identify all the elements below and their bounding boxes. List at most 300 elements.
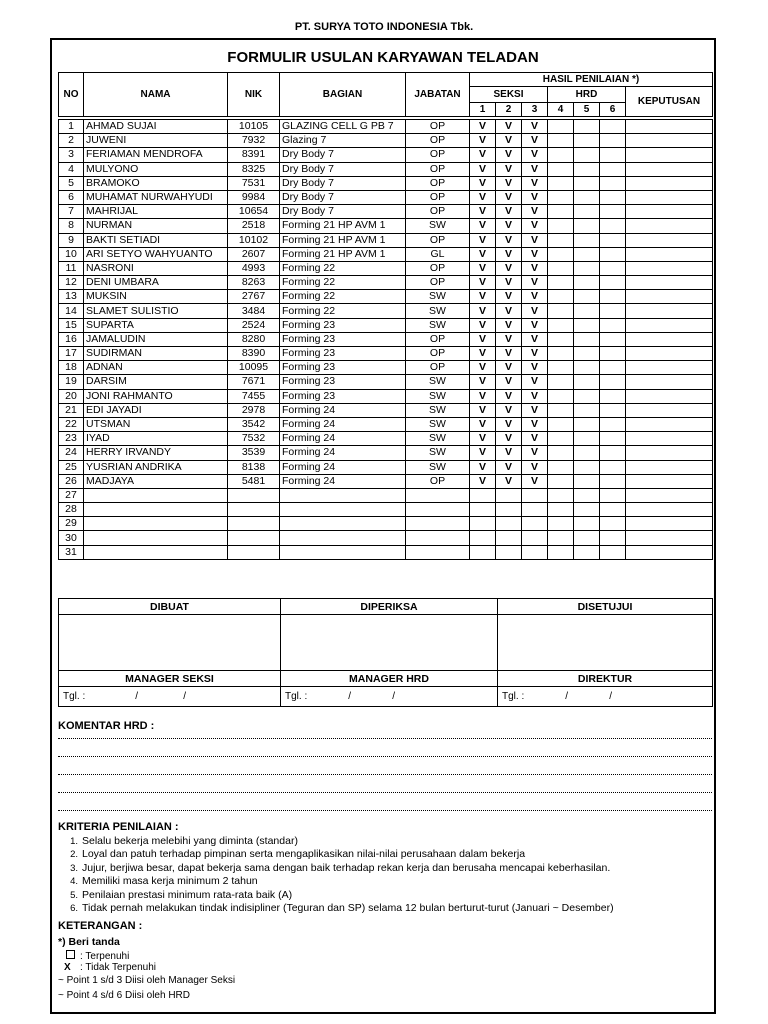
score-seksi-2[interactable]: V	[496, 176, 522, 190]
row-nik: 7671	[228, 375, 280, 389]
score-seksi-3[interactable]: V	[522, 361, 548, 375]
keputusan-cell[interactable]	[626, 290, 713, 304]
keputusan-cell[interactable]	[626, 417, 713, 431]
score-hrd-4[interactable]	[548, 162, 574, 176]
score-hrd-4[interactable]	[548, 276, 574, 290]
row-no: 31	[59, 545, 84, 559]
score-seksi-1[interactable]	[470, 531, 496, 545]
table-row	[59, 417, 713, 431]
score-hrd-5[interactable]	[574, 190, 600, 204]
comment-line[interactable]	[58, 810, 712, 811]
score-hrd-6[interactable]	[600, 148, 626, 162]
score-seksi-2[interactable]: V	[496, 332, 522, 346]
score-hrd-4[interactable]	[548, 446, 574, 460]
keputusan-cell[interactable]	[626, 162, 713, 176]
score-hrd-4[interactable]	[548, 474, 574, 488]
score-hrd-6[interactable]	[600, 517, 626, 531]
score-hrd-5[interactable]	[574, 347, 600, 361]
score-hrd-4[interactable]	[548, 545, 574, 559]
score-seksi-1[interactable]: V	[470, 446, 496, 460]
score-seksi-2[interactable]: V	[496, 417, 522, 431]
score-hrd-6[interactable]	[600, 446, 626, 460]
score-hrd-5[interactable]	[574, 304, 600, 318]
score-hrd-6[interactable]	[600, 247, 626, 261]
score-hrd-5[interactable]	[574, 233, 600, 247]
score-hrd-6[interactable]	[600, 134, 626, 148]
row-nik	[228, 531, 280, 545]
score-hrd-5[interactable]	[574, 375, 600, 389]
score-seksi-3[interactable]: V	[522, 304, 548, 318]
row-jabatan: OP	[406, 148, 470, 162]
row-no: 1	[59, 120, 84, 134]
sign-box-dibuat[interactable]	[59, 615, 281, 671]
score-seksi-1[interactable]: V	[470, 247, 496, 261]
score-seksi-3[interactable]: V	[522, 389, 548, 403]
keputusan-cell[interactable]	[626, 347, 713, 361]
row-jabatan: SW	[406, 446, 470, 460]
score-seksi-3[interactable]: V	[522, 375, 548, 389]
score-hrd-4[interactable]	[548, 531, 574, 545]
keputusan-cell[interactable]	[626, 332, 713, 346]
score-seksi-1[interactable]	[470, 488, 496, 502]
score-hrd-6[interactable]	[600, 347, 626, 361]
score-hrd-6[interactable]	[600, 432, 626, 446]
header-keputusan: KEPUTUSAN	[626, 87, 713, 117]
score-hrd-4[interactable]	[548, 460, 574, 474]
score-seksi-3[interactable]: V	[522, 318, 548, 332]
score-seksi-3[interactable]: V	[522, 276, 548, 290]
comment-line[interactable]	[58, 792, 712, 793]
score-seksi-1[interactable]: V	[470, 261, 496, 275]
score-seksi-2[interactable]: V	[496, 190, 522, 204]
score-seksi-3[interactable]: V	[522, 162, 548, 176]
score-seksi-3[interactable]: V	[522, 148, 548, 162]
score-hrd-6[interactable]	[600, 318, 626, 332]
row-nama: SLAMET SULISTIO	[84, 304, 228, 318]
score-seksi-1[interactable]: V	[470, 474, 496, 488]
score-seksi-3[interactable]: V	[522, 403, 548, 417]
row-no: 27	[59, 488, 84, 502]
score-seksi-3[interactable]: V	[522, 460, 548, 474]
score-hrd-4[interactable]	[548, 417, 574, 431]
score-hrd-4[interactable]	[548, 403, 574, 417]
score-hrd-4[interactable]	[548, 488, 574, 502]
sign-box-diperiksa[interactable]	[281, 615, 498, 671]
row-nik: 8325	[228, 162, 280, 176]
score-seksi-3[interactable]: V	[522, 120, 548, 134]
row-bagian: Forming 24	[280, 432, 406, 446]
row-nama: DARSIM	[84, 375, 228, 389]
score-seksi-1[interactable]: V	[470, 190, 496, 204]
row-bagian	[280, 517, 406, 531]
keputusan-cell[interactable]	[626, 233, 713, 247]
score-hrd-5[interactable]	[574, 403, 600, 417]
komentar-hrd-label: KOMENTAR HRD :	[58, 720, 155, 732]
score-seksi-1[interactable]	[470, 503, 496, 517]
score-seksi-2[interactable]: V	[496, 148, 522, 162]
keputusan-cell[interactable]	[626, 190, 713, 204]
keputusan-cell[interactable]	[626, 120, 713, 134]
row-nama: MAHRIJAL	[84, 205, 228, 219]
score-hrd-6[interactable]	[600, 545, 626, 559]
row-nama: UTSMAN	[84, 417, 228, 431]
row-no: 2	[59, 134, 84, 148]
legend-terpenuhi: : Terpenuhi	[64, 950, 129, 962]
score-seksi-3[interactable]: V	[522, 261, 548, 275]
score-seksi-2[interactable]: V	[496, 205, 522, 219]
score-seksi-2[interactable]: V	[496, 276, 522, 290]
row-nik	[228, 488, 280, 502]
keputusan-cell[interactable]	[626, 361, 713, 375]
score-seksi-2[interactable]: V	[496, 219, 522, 233]
score-hrd-6[interactable]	[600, 361, 626, 375]
score-hrd-5[interactable]	[574, 517, 600, 531]
score-seksi-3[interactable]: V	[522, 347, 548, 361]
score-seksi-1[interactable]: V	[470, 417, 496, 431]
score-hrd-5[interactable]	[574, 389, 600, 403]
score-hrd-6[interactable]	[600, 332, 626, 346]
score-hrd-5[interactable]	[574, 488, 600, 502]
score-hrd-6[interactable]	[600, 162, 626, 176]
row-jabatan: SW	[406, 219, 470, 233]
score-hrd-4[interactable]	[548, 134, 574, 148]
score-seksi-2[interactable]: V	[496, 403, 522, 417]
score-hrd-4[interactable]	[548, 361, 574, 375]
row-jabatan: OP	[406, 332, 470, 346]
score-seksi-3[interactable]: V	[522, 417, 548, 431]
keputusan-cell[interactable]	[626, 276, 713, 290]
row-nik	[228, 545, 280, 559]
score-hrd-6[interactable]	[600, 304, 626, 318]
score-hrd-6[interactable]	[600, 290, 626, 304]
kriteria-item: 3. Jujur, berjiwa besar, dapat bekerja sama dengan baik terhadap rekan kerja dan berusaha mencapai keberhasilan.	[70, 861, 611, 874]
row-no: 28	[59, 503, 84, 517]
score-hrd-4[interactable]	[548, 120, 574, 134]
row-bagian: Forming 24	[280, 446, 406, 460]
score-hrd-5[interactable]	[574, 261, 600, 275]
score-hrd-6[interactable]	[600, 276, 626, 290]
keputusan-cell[interactable]	[626, 446, 713, 460]
sign-box-disetujui[interactable]	[498, 615, 713, 671]
score-seksi-2[interactable]: V	[496, 261, 522, 275]
row-no: 23	[59, 432, 84, 446]
score-seksi-1[interactable]: V	[470, 162, 496, 176]
row-jabatan	[406, 531, 470, 545]
table-row	[59, 517, 713, 531]
score-hrd-5[interactable]	[574, 474, 600, 488]
score-hrd-5[interactable]	[574, 120, 600, 134]
score-hrd-5[interactable]	[574, 531, 600, 545]
score-hrd-5[interactable]	[574, 247, 600, 261]
score-hrd-6[interactable]	[600, 389, 626, 403]
score-hrd-5[interactable]	[574, 446, 600, 460]
score-hrd-5[interactable]	[574, 205, 600, 219]
table-row	[59, 247, 713, 261]
row-nama: MULYONO	[84, 162, 228, 176]
row-no: 21	[59, 403, 84, 417]
score-seksi-1[interactable]: V	[470, 219, 496, 233]
score-seksi-2[interactable]: V	[496, 290, 522, 304]
keputusan-cell[interactable]	[626, 176, 713, 190]
score-seksi-1[interactable]: V	[470, 290, 496, 304]
score-hrd-5[interactable]	[574, 503, 600, 517]
score-seksi-1[interactable]: V	[470, 205, 496, 219]
comment-line[interactable]	[58, 738, 712, 739]
score-hrd-5[interactable]	[574, 545, 600, 559]
score-seksi-3[interactable]: V	[522, 134, 548, 148]
row-jabatan: SW	[406, 304, 470, 318]
score-seksi-3[interactable]: V	[522, 474, 548, 488]
legend-tidak-terpenuhi: X : Tidak Terpenuhi	[64, 962, 156, 973]
score-hrd-5[interactable]	[574, 276, 600, 290]
row-nama: MUKSIN	[84, 290, 228, 304]
header-hasil-penilaian: HASIL PENILAIAN *)	[470, 73, 713, 87]
row-jabatan: OP	[406, 162, 470, 176]
keputusan-cell[interactable]	[626, 148, 713, 162]
score-hrd-4[interactable]	[548, 375, 574, 389]
score-hrd-6[interactable]	[600, 531, 626, 545]
score-hrd-6[interactable]	[600, 233, 626, 247]
tgl-field-2[interactable]: Tgl. : / /	[281, 687, 498, 707]
score-seksi-2[interactable]: V	[496, 361, 522, 375]
score-seksi-2[interactable]: V	[496, 134, 522, 148]
score-seksi-1[interactable]: V	[470, 233, 496, 247]
score-hrd-4[interactable]	[548, 190, 574, 204]
keputusan-cell[interactable]	[626, 375, 713, 389]
score-hrd-6[interactable]	[600, 403, 626, 417]
score-hrd-6[interactable]	[600, 460, 626, 474]
row-nik	[228, 503, 280, 517]
score-hrd-4[interactable]	[548, 347, 574, 361]
score-seksi-3[interactable]: V	[522, 247, 548, 261]
score-seksi-2[interactable]: V	[496, 432, 522, 446]
keputusan-cell[interactable]	[626, 460, 713, 474]
row-no: 17	[59, 347, 84, 361]
header-hrd: HRD	[548, 87, 626, 103]
score-hrd-6[interactable]	[600, 474, 626, 488]
score-seksi-3[interactable]: V	[522, 290, 548, 304]
score-hrd-6[interactable]	[600, 261, 626, 275]
keputusan-cell[interactable]	[626, 247, 713, 261]
score-seksi-1[interactable]: V	[470, 276, 496, 290]
keputusan-cell[interactable]	[626, 219, 713, 233]
score-hrd-5[interactable]	[574, 361, 600, 375]
score-hrd-4[interactable]	[548, 318, 574, 332]
score-seksi-1[interactable]: V	[470, 318, 496, 332]
row-nik: 3484	[228, 304, 280, 318]
score-hrd-5[interactable]	[574, 176, 600, 190]
score-hrd-4[interactable]	[548, 148, 574, 162]
keputusan-cell[interactable]	[626, 205, 713, 219]
row-jabatan: SW	[406, 290, 470, 304]
score-hrd-5[interactable]	[574, 318, 600, 332]
row-bagian: Dry Body 7	[280, 190, 406, 204]
score-seksi-3[interactable]	[522, 531, 548, 545]
row-jabatan: OP	[406, 474, 470, 488]
score-seksi-2[interactable]	[496, 488, 522, 502]
score-seksi-2[interactable]: V	[496, 120, 522, 134]
keputusan-cell[interactable]	[626, 261, 713, 275]
score-seksi-2[interactable]: V	[496, 318, 522, 332]
score-seksi-1[interactable]: V	[470, 375, 496, 389]
score-seksi-2[interactable]: V	[496, 233, 522, 247]
keputusan-cell[interactable]	[626, 134, 713, 148]
score-seksi-1[interactable]: V	[470, 176, 496, 190]
table-row	[59, 205, 713, 219]
score-hrd-6[interactable]	[600, 205, 626, 219]
row-no: 13	[59, 290, 84, 304]
score-seksi-2[interactable]: V	[496, 247, 522, 261]
row-nik: 2524	[228, 318, 280, 332]
score-hrd-4[interactable]	[548, 517, 574, 531]
score-hrd-4[interactable]	[548, 304, 574, 318]
keputusan-cell[interactable]	[626, 474, 713, 488]
score-hrd-4[interactable]	[548, 290, 574, 304]
table-row	[59, 148, 713, 162]
row-bagian: Forming 24	[280, 417, 406, 431]
keputusan-cell[interactable]	[626, 403, 713, 417]
header-col-1: 1	[470, 102, 496, 116]
score-hrd-5[interactable]	[574, 162, 600, 176]
tgl-field-1[interactable]: Tgl. : / /	[59, 687, 281, 707]
score-hrd-5[interactable]	[574, 290, 600, 304]
score-hrd-6[interactable]	[600, 375, 626, 389]
signature-table	[58, 598, 713, 707]
score-hrd-4[interactable]	[548, 332, 574, 346]
score-seksi-3[interactable]: V	[522, 219, 548, 233]
keputusan-cell[interactable]	[626, 503, 713, 517]
score-hrd-6[interactable]	[600, 176, 626, 190]
row-no: 12	[59, 276, 84, 290]
table-row	[59, 503, 713, 517]
score-seksi-3[interactable]: V	[522, 205, 548, 219]
score-hrd-6[interactable]	[600, 219, 626, 233]
score-hrd-5[interactable]	[574, 460, 600, 474]
score-hrd-5[interactable]	[574, 417, 600, 431]
row-nik: 9984	[228, 190, 280, 204]
score-hrd-4[interactable]	[548, 261, 574, 275]
kriteria-label: KRITERIA PENILAIAN :	[58, 821, 179, 833]
header-col-4: 4	[548, 102, 574, 116]
score-seksi-1[interactable]	[470, 545, 496, 559]
score-hrd-4[interactable]	[548, 503, 574, 517]
score-hrd-4[interactable]	[548, 247, 574, 261]
row-no: 6	[59, 190, 84, 204]
score-hrd-4[interactable]	[548, 233, 574, 247]
score-seksi-3[interactable]	[522, 503, 548, 517]
table-row	[59, 474, 713, 488]
score-hrd-5[interactable]	[574, 332, 600, 346]
score-hrd-6[interactable]	[600, 190, 626, 204]
row-nik	[228, 517, 280, 531]
tgl-field-3[interactable]: Tgl. : / /	[498, 687, 713, 707]
score-hrd-5[interactable]	[574, 134, 600, 148]
sign-diperiksa: DIPERIKSA	[281, 599, 498, 615]
score-seksi-3[interactable]	[522, 488, 548, 502]
score-seksi-2[interactable]: V	[496, 162, 522, 176]
score-seksi-3[interactable]: V	[522, 432, 548, 446]
score-seksi-3[interactable]: V	[522, 446, 548, 460]
score-hrd-4[interactable]	[548, 205, 574, 219]
comment-line[interactable]	[58, 756, 712, 757]
score-hrd-4[interactable]	[548, 389, 574, 403]
score-hrd-5[interactable]	[574, 219, 600, 233]
score-seksi-2[interactable]	[496, 531, 522, 545]
score-seksi-2[interactable]: V	[496, 375, 522, 389]
row-nama: FERIAMAN MENDROFA	[84, 148, 228, 162]
kriteria-item: 4. Memiliki masa kerja minimum 2 tahun	[70, 875, 258, 888]
comment-line[interactable]	[58, 774, 712, 775]
keputusan-cell[interactable]	[626, 304, 713, 318]
note-point-1-3: ~ Point 1 s/d 3 Diisi oleh Manager Seksi	[58, 975, 236, 986]
score-seksi-2[interactable]	[496, 517, 522, 531]
score-seksi-1[interactable]: V	[470, 460, 496, 474]
score-seksi-2[interactable]: V	[496, 460, 522, 474]
row-jabatan: SW	[406, 318, 470, 332]
score-seksi-1[interactable]: V	[470, 148, 496, 162]
score-seksi-2[interactable]: V	[496, 389, 522, 403]
row-jabatan: OP	[406, 276, 470, 290]
row-jabatan: OP	[406, 120, 470, 134]
score-seksi-1[interactable]: V	[470, 361, 496, 375]
score-hrd-6[interactable]	[600, 417, 626, 431]
score-seksi-1[interactable]: V	[470, 347, 496, 361]
score-hrd-5[interactable]	[574, 148, 600, 162]
keputusan-cell[interactable]	[626, 517, 713, 531]
score-seksi-1[interactable]: V	[470, 389, 496, 403]
score-seksi-3[interactable]: V	[522, 332, 548, 346]
score-hrd-4[interactable]	[548, 432, 574, 446]
score-hrd-6[interactable]	[600, 488, 626, 502]
score-seksi-1[interactable]: V	[470, 120, 496, 134]
score-seksi-1[interactable]: V	[470, 403, 496, 417]
keputusan-cell[interactable]	[626, 545, 713, 559]
score-seksi-3[interactable]	[522, 517, 548, 531]
employee-table	[58, 72, 713, 560]
score-hrd-4[interactable]	[548, 219, 574, 233]
row-no: 3	[59, 148, 84, 162]
row-no: 18	[59, 361, 84, 375]
score-hrd-5[interactable]	[574, 432, 600, 446]
score-seksi-1[interactable]	[470, 517, 496, 531]
score-seksi-1[interactable]: V	[470, 332, 496, 346]
score-hrd-6[interactable]	[600, 120, 626, 134]
company-name: PT. SURYA TOTO INDONESIA Tbk.	[294, 21, 474, 33]
score-hrd-6[interactable]	[600, 503, 626, 517]
score-seksi-3[interactable]: V	[522, 176, 548, 190]
score-seksi-1[interactable]: V	[470, 432, 496, 446]
score-seksi-1[interactable]: V	[470, 134, 496, 148]
score-seksi-2[interactable]: V	[496, 446, 522, 460]
row-nama: AHMAD SUJAI	[84, 120, 228, 134]
keputusan-cell[interactable]	[626, 531, 713, 545]
keputusan-cell[interactable]	[626, 318, 713, 332]
score-seksi-2[interactable]: V	[496, 474, 522, 488]
score-seksi-2[interactable]	[496, 545, 522, 559]
keputusan-cell[interactable]	[626, 432, 713, 446]
score-hrd-4[interactable]	[548, 176, 574, 190]
sign-dibuat: DIBUAT	[59, 599, 281, 615]
score-seksi-2[interactable]	[496, 503, 522, 517]
score-seksi-2[interactable]: V	[496, 347, 522, 361]
score-seksi-2[interactable]: V	[496, 304, 522, 318]
score-seksi-3[interactable]	[522, 545, 548, 559]
keputusan-cell[interactable]	[626, 389, 713, 403]
score-seksi-3[interactable]: V	[522, 233, 548, 247]
score-seksi-3[interactable]: V	[522, 190, 548, 204]
keputusan-cell[interactable]	[626, 488, 713, 502]
score-seksi-1[interactable]: V	[470, 304, 496, 318]
